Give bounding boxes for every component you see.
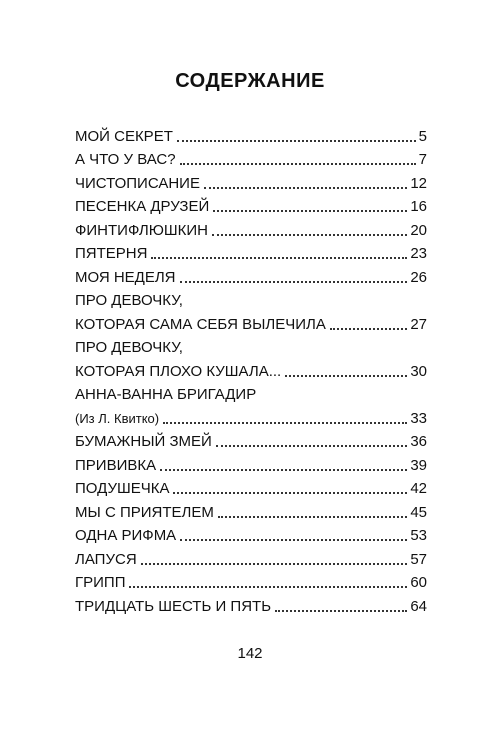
toc-entry-page: 20 bbox=[410, 221, 427, 239]
dot-leader bbox=[160, 469, 407, 471]
toc-entry bbox=[75, 122, 427, 146]
toc-entry-title: ФИНТИФЛЮШКИН bbox=[75, 221, 208, 239]
dot-leader bbox=[151, 257, 407, 259]
toc-entry-page: 57 bbox=[410, 550, 427, 568]
toc-entry-page: 53 bbox=[410, 527, 427, 544]
dot-leader bbox=[141, 563, 408, 565]
toc-entry-page: 64 bbox=[410, 597, 427, 615]
toc-entry bbox=[75, 404, 427, 428]
dot-leader bbox=[173, 492, 407, 494]
toc-entry-title: ТРИДЦАТЬ ШЕСТЬ И ПЯТЬ bbox=[75, 597, 272, 615]
toc-entry-title: ПЕСЕНКА ДРУЗЕЙ bbox=[75, 198, 210, 215]
toc-entry-title: ПОДУШЕЧКА bbox=[75, 480, 170, 497]
toc-entry-first-line bbox=[75, 287, 427, 311]
dot-leader bbox=[163, 422, 407, 424]
toc-entry-page: 39 bbox=[410, 456, 427, 474]
toc-entry-title: МЫ С ПРИЯТЕЛЕМ bbox=[75, 503, 214, 521]
toc-entry bbox=[75, 146, 427, 170]
toc-entry-title: ОДНА РИФМА bbox=[75, 527, 177, 544]
toc-entry-title: ЛАПУСЯ bbox=[75, 550, 137, 568]
toc-entry-title: МОЙ СЕКРЕТ bbox=[75, 127, 173, 145]
toc-entry-page: 23 bbox=[410, 245, 427, 262]
toc-entry bbox=[75, 169, 427, 193]
toc-entry bbox=[75, 475, 427, 499]
dot-leader bbox=[129, 586, 407, 588]
toc-entry bbox=[75, 216, 427, 240]
dot-leader bbox=[218, 516, 407, 518]
dot-leader bbox=[177, 140, 416, 142]
toc-entry-title: КОТОРАЯ САМА СЕБЯ ВЫЛЕЧИЛА bbox=[75, 315, 326, 333]
toc-entry bbox=[75, 545, 427, 569]
dot-leader bbox=[204, 187, 407, 189]
toc-entry-page: 36 bbox=[410, 433, 427, 450]
toc-entry-page: 42 bbox=[410, 480, 427, 497]
dot-leader bbox=[180, 163, 416, 165]
toc-entry bbox=[75, 592, 427, 616]
toc-entry-note: (Из Л. Квитко) bbox=[75, 410, 160, 426]
toc-entry-title: ПРИВИВКА bbox=[75, 456, 157, 474]
toc-entry bbox=[75, 569, 427, 593]
toc-entry bbox=[75, 193, 427, 217]
toc-entry-page: 45 bbox=[410, 503, 427, 521]
toc-entry-page: 27 bbox=[410, 315, 427, 333]
toc-entry bbox=[75, 310, 427, 334]
dot-leader bbox=[216, 445, 408, 447]
toc-entry-title: ПРО ДЕВОЧКУ, bbox=[75, 292, 183, 309]
toc-entry-title: А ЧТО У ВАС? bbox=[75, 151, 176, 168]
toc-entry bbox=[75, 498, 427, 522]
toc-entry-title: БУМАЖНЫЙ ЗМЕЙ bbox=[75, 433, 212, 450]
dot-leader bbox=[213, 210, 407, 212]
dot-leader bbox=[180, 539, 407, 541]
toc-entry-page: 16 bbox=[410, 198, 427, 215]
toc-entry-title: ГРИПП bbox=[75, 574, 126, 591]
toc-entry bbox=[75, 263, 427, 287]
toc-entry-title: ПЯТЕРНЯ bbox=[75, 245, 148, 262]
toc-entry-page: 7 bbox=[418, 151, 427, 168]
dot-leader bbox=[330, 328, 407, 330]
toc-entry-page: 30 bbox=[410, 362, 427, 380]
toc-entry-page: 12 bbox=[410, 174, 427, 192]
toc-entry-page: 26 bbox=[410, 268, 427, 286]
toc-entry bbox=[75, 428, 427, 452]
toc-entry bbox=[75, 522, 427, 546]
toc-entry-title: ЧИСТОПИСАНИЕ bbox=[75, 174, 200, 192]
toc-entry-first-line bbox=[75, 381, 427, 405]
page-number: 142 bbox=[237, 645, 263, 662]
table-of-contents bbox=[75, 122, 427, 616]
toc-entry bbox=[75, 240, 427, 264]
toc-entry bbox=[75, 451, 427, 475]
dot-leader bbox=[275, 610, 407, 612]
page-title: СОДЕРЖАНИЕ bbox=[175, 70, 325, 92]
dot-leader bbox=[180, 281, 408, 283]
dot-leader bbox=[285, 375, 407, 377]
toc-entry bbox=[75, 357, 427, 381]
toc-entry-page: 33 bbox=[410, 409, 427, 427]
toc-entry-page: 60 bbox=[410, 574, 427, 591]
toc-entry-first-line bbox=[75, 334, 427, 358]
dot-leader bbox=[212, 234, 407, 236]
toc-entry-title: МОЯ НЕДЕЛЯ bbox=[75, 268, 176, 286]
toc-entry-page: 5 bbox=[418, 127, 427, 145]
toc-entry-title: ПРО ДЕВОЧКУ, bbox=[75, 339, 183, 356]
toc-entry-title: АННА-ВАННА БРИГАДИР bbox=[75, 386, 257, 403]
toc-entry-title: КОТОРАЯ ПЛОХО КУШАЛА... bbox=[75, 362, 282, 380]
